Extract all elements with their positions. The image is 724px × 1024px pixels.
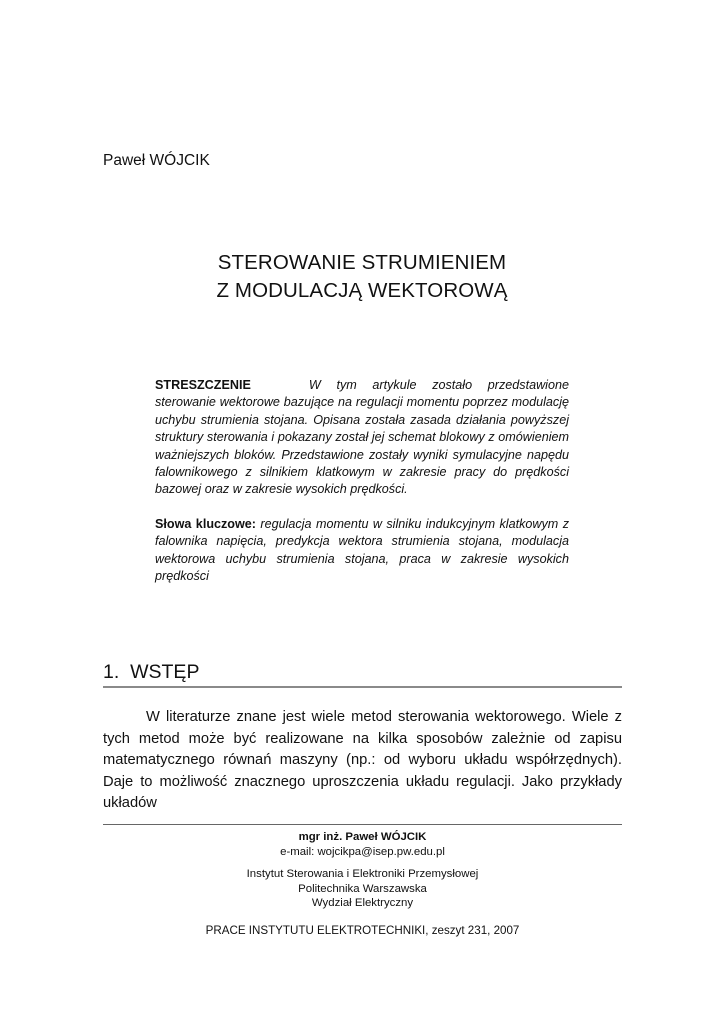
abstract-label: STRESZCZENIE xyxy=(155,378,251,392)
footer-affiliation xyxy=(103,867,622,911)
footer xyxy=(103,830,622,939)
paper-title xyxy=(0,249,724,305)
keywords-label: Słowa kluczowe: xyxy=(155,516,256,531)
section-number: 1. xyxy=(103,661,120,683)
section-heading xyxy=(103,661,199,684)
keywords-paragraph xyxy=(155,516,569,586)
abstract-paragraph xyxy=(155,377,569,499)
footer-faculty: Wydział Elektryczny xyxy=(311,897,414,910)
section-paragraph: W literaturze znane jest wiele metod sterowania wektorowego. Wiele z tych metod może być realizowane na kilka sposobów zależnie od zapisu matematycznego równań maszyny (np.: od wyboru układu współrzędnych). Daje to możliwość znacznego uproszczenia układu regulacji. Jako przykłady układów xyxy=(103,709,622,812)
section-divider xyxy=(103,686,622,688)
footer-university: Politechnika Warszawska xyxy=(298,882,427,895)
title-line-2: Z MODULACJĄ WEKTOROWĄ xyxy=(216,279,508,302)
body-text xyxy=(103,707,622,815)
title-line-1: STEROWANIE STRUMIENIEM xyxy=(217,251,507,274)
footer-journal: PRACE INSTYTUTU ELEKTROTECHNIKI, zeszyt 231, 2007 xyxy=(205,923,520,937)
abstract-text: W tym artykule zostało przedstawione sterowanie wektorowe bazujące na regulacji momentu poprzez modulację uchybu strumienia stojana. Opisana została zasada działania powyższej struktury sterowania i pokazany został jej schemat blokowy z omówieniem ważniejszych bloków. Przedstawione zostały wyniki symulacyjne napędu falownikowego z silnikiem klatkowym w zakresie pracy do prędkości bazowej oraz w zakresie wysokich prędkości. xyxy=(155,378,569,497)
footer-author: mgr inż. Paweł WÓJCIK xyxy=(298,831,427,843)
keywords-text: regulacja momentu w silniku indukcyjnym klatkowym z falownika napięcia, predykcja wektora strumienia stojana, modulacja wektorowa uchybu strumienia stojana, praca w zakresie wysokich prędkości xyxy=(155,516,569,584)
abstract-block xyxy=(155,377,569,585)
section-title: WSTĘP xyxy=(130,661,200,683)
footer-divider xyxy=(103,824,622,825)
author-name: Paweł WÓJCIK xyxy=(103,152,210,169)
footer-institute: Instytut Sterowania i Elektroniki Przemysłowej xyxy=(246,868,479,881)
footer-email: e-mail: wojcikpa@isep.pw.edu.pl xyxy=(280,845,445,858)
